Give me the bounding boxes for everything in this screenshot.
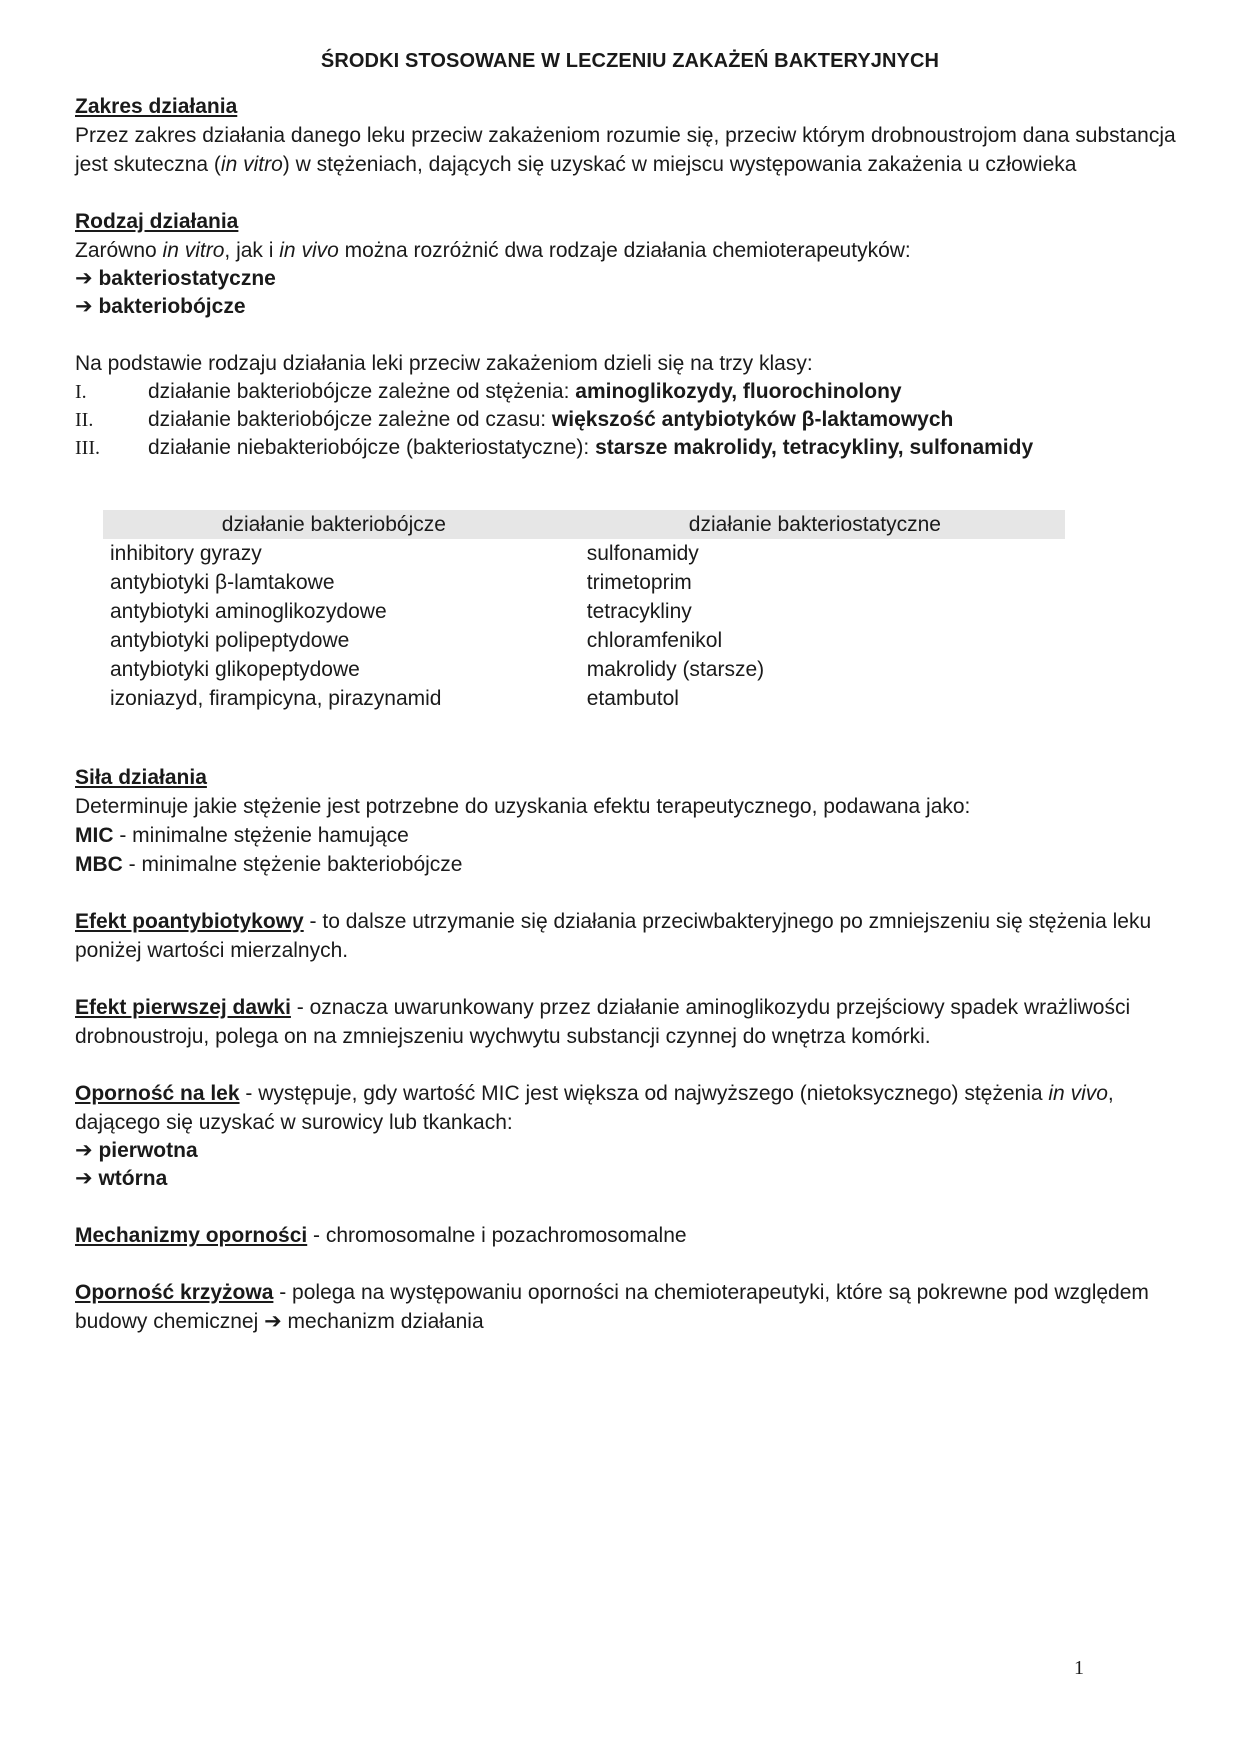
paragraph-klasy: Na podstawie rodzaju działania leki przeciw zakażeniom dzieli się na trzy klasy: [75, 352, 813, 375]
heading-poantybiotykowy: Efekt poantybiotykowy [75, 910, 304, 933]
arrow-icon: ➔ [75, 267, 93, 290]
table-row: antybiotyki aminoglikozydowe tetracykliny [110, 600, 692, 623]
table-header-bakteriobojcze: działanie bakteriobójcze [103, 510, 565, 539]
table-header-row [103, 510, 1065, 539]
table-row: antybiotyki glikopeptydowe makrolidy (starsze) [110, 658, 765, 681]
mbc-definition: MBC - minimalne stężenie bakteriobójcze [75, 853, 463, 876]
section-sila [75, 763, 1185, 879]
roman-item-3: III. działanie niebakteriobójcze (bakteriostatyczne): starsze makrolidy, tetracykliny, sulfonamidy [75, 436, 1034, 459]
section-rodzaj [75, 207, 1185, 321]
table-row: izoniazyd, firampicyna, pirazynamid etambutol [110, 687, 679, 710]
section-opornosc [75, 1079, 1185, 1193]
table-row: inhibitory gyrazy sulfonamidy [110, 542, 699, 565]
paragraph-mechanizmy: Mechanizmy oporności - chromosomalne i pozachromosomalne [75, 1224, 687, 1247]
heading-mechanizmy: Mechanizmy oporności [75, 1224, 308, 1247]
roman-item-2: II. działanie bakteriobójcze zależne od czasu: większość antybiotyków β-laktamowych [75, 408, 954, 431]
paragraph-krzyzowa: Oporność krzyżowa - polega na występowaniu oporności na chemioterapeutyki, które są pokrewne pod względem budowy chemicznej ➔ mechanizm działania [75, 1281, 1149, 1333]
paragraph-pierwszej-dawki: Efekt pierwszej dawki - oznacza uwarunkowany przez działanie aminoglikozydu przejściowy spadek wrażliwości drobnoustroju, polega on na zmniejszeniu wychwytu substancji czynnej do wnętrza komórki. [75, 996, 1131, 1048]
heading-rodzaj: Rodzaj działania [75, 210, 239, 233]
section-poantybiotykowy [75, 907, 1185, 965]
section-klasy [75, 349, 1185, 462]
list-item-pierwotna: ➔ pierwotna [75, 1139, 198, 1162]
section-mechanizmy [75, 1221, 1185, 1250]
heading-opornosc: Oporność na lek [75, 1082, 240, 1105]
heading-krzyzowa: Oporność krzyżowa [75, 1281, 274, 1304]
table-header-bakteriostatyczne: działanie bakteriostatyczne [565, 510, 1065, 539]
paragraph-opornosc: Oporność na lek - występuje, gdy wartość MIC jest większa od najwyższego (nietoksycznego) stężenia in vivo, dającego się uzyskać w surowicy lub tkankach: [75, 1082, 1114, 1134]
page-title: ŚRODKI STOSOWANE W LECZENIU ZAKAŻEŃ BAKTERYJNYCH [320, 50, 940, 72]
table-row: antybiotyki β-lamtakowe trimetoprim [110, 571, 692, 594]
list-item-wtorna: ➔ wtórna [75, 1167, 168, 1190]
roman-item-1: I. działanie bakteriobójcze zależne od stężenia: aminoglikozydy, fluorochinolony [75, 380, 902, 403]
heading-pierwszej-dawki: Efekt pierwszej dawki [75, 996, 291, 1019]
heading-sila: Siła działania [75, 766, 207, 789]
section-zakres [75, 92, 1185, 179]
arrow-icon: ➔ [264, 1310, 282, 1333]
paragraph-zakres: Przez zakres działania danego leku przeciw zakażeniom rozumie się, przeciw którym drobnoustrojom dana substancja jest skuteczna (in vitro) w stężeniach, dających się uzyskać w miejscu występowania zakażenia u człowieka [75, 124, 1176, 176]
comparison-table [103, 510, 1065, 713]
arrow-icon: ➔ [75, 295, 93, 318]
mic-definition: MIC - minimalne stężenie hamujące [75, 824, 409, 847]
section-krzyzowa [75, 1278, 1185, 1336]
list-item-bakteriostatyczne: ➔ bakteriostatyczne [75, 267, 276, 290]
arrow-icon: ➔ [75, 1139, 93, 1162]
table-row: antybiotyki polipeptydowe chloramfenikol [110, 629, 723, 652]
paragraph-poantybiotykowy: Efekt poantybiotykowy - to dalsze utrzymanie się działania przeciwbakteryjnego po zmniejszeniu się stężenia leku poniżej wartości mierzalnych. [75, 910, 1152, 962]
paragraph-rodzaj: Zarówno in vitro, jak i in vivo można rozróżnić dwa rodzaje działania chemioterapeutyków: [75, 239, 911, 262]
list-item-bakteriobojcze: ➔ bakteriobójcze [75, 295, 246, 318]
section-pierwszej-dawki [75, 993, 1185, 1051]
arrow-icon: ➔ [75, 1167, 93, 1190]
document-page [75, 40, 1185, 1364]
heading-zakres: Zakres działania [75, 95, 238, 118]
page-number: 1 [1074, 1657, 1084, 1679]
paragraph-sila: Determinuje jakie stężenie jest potrzebne do uzyskania efektu terapeutycznego, podawana jako: [75, 795, 971, 818]
